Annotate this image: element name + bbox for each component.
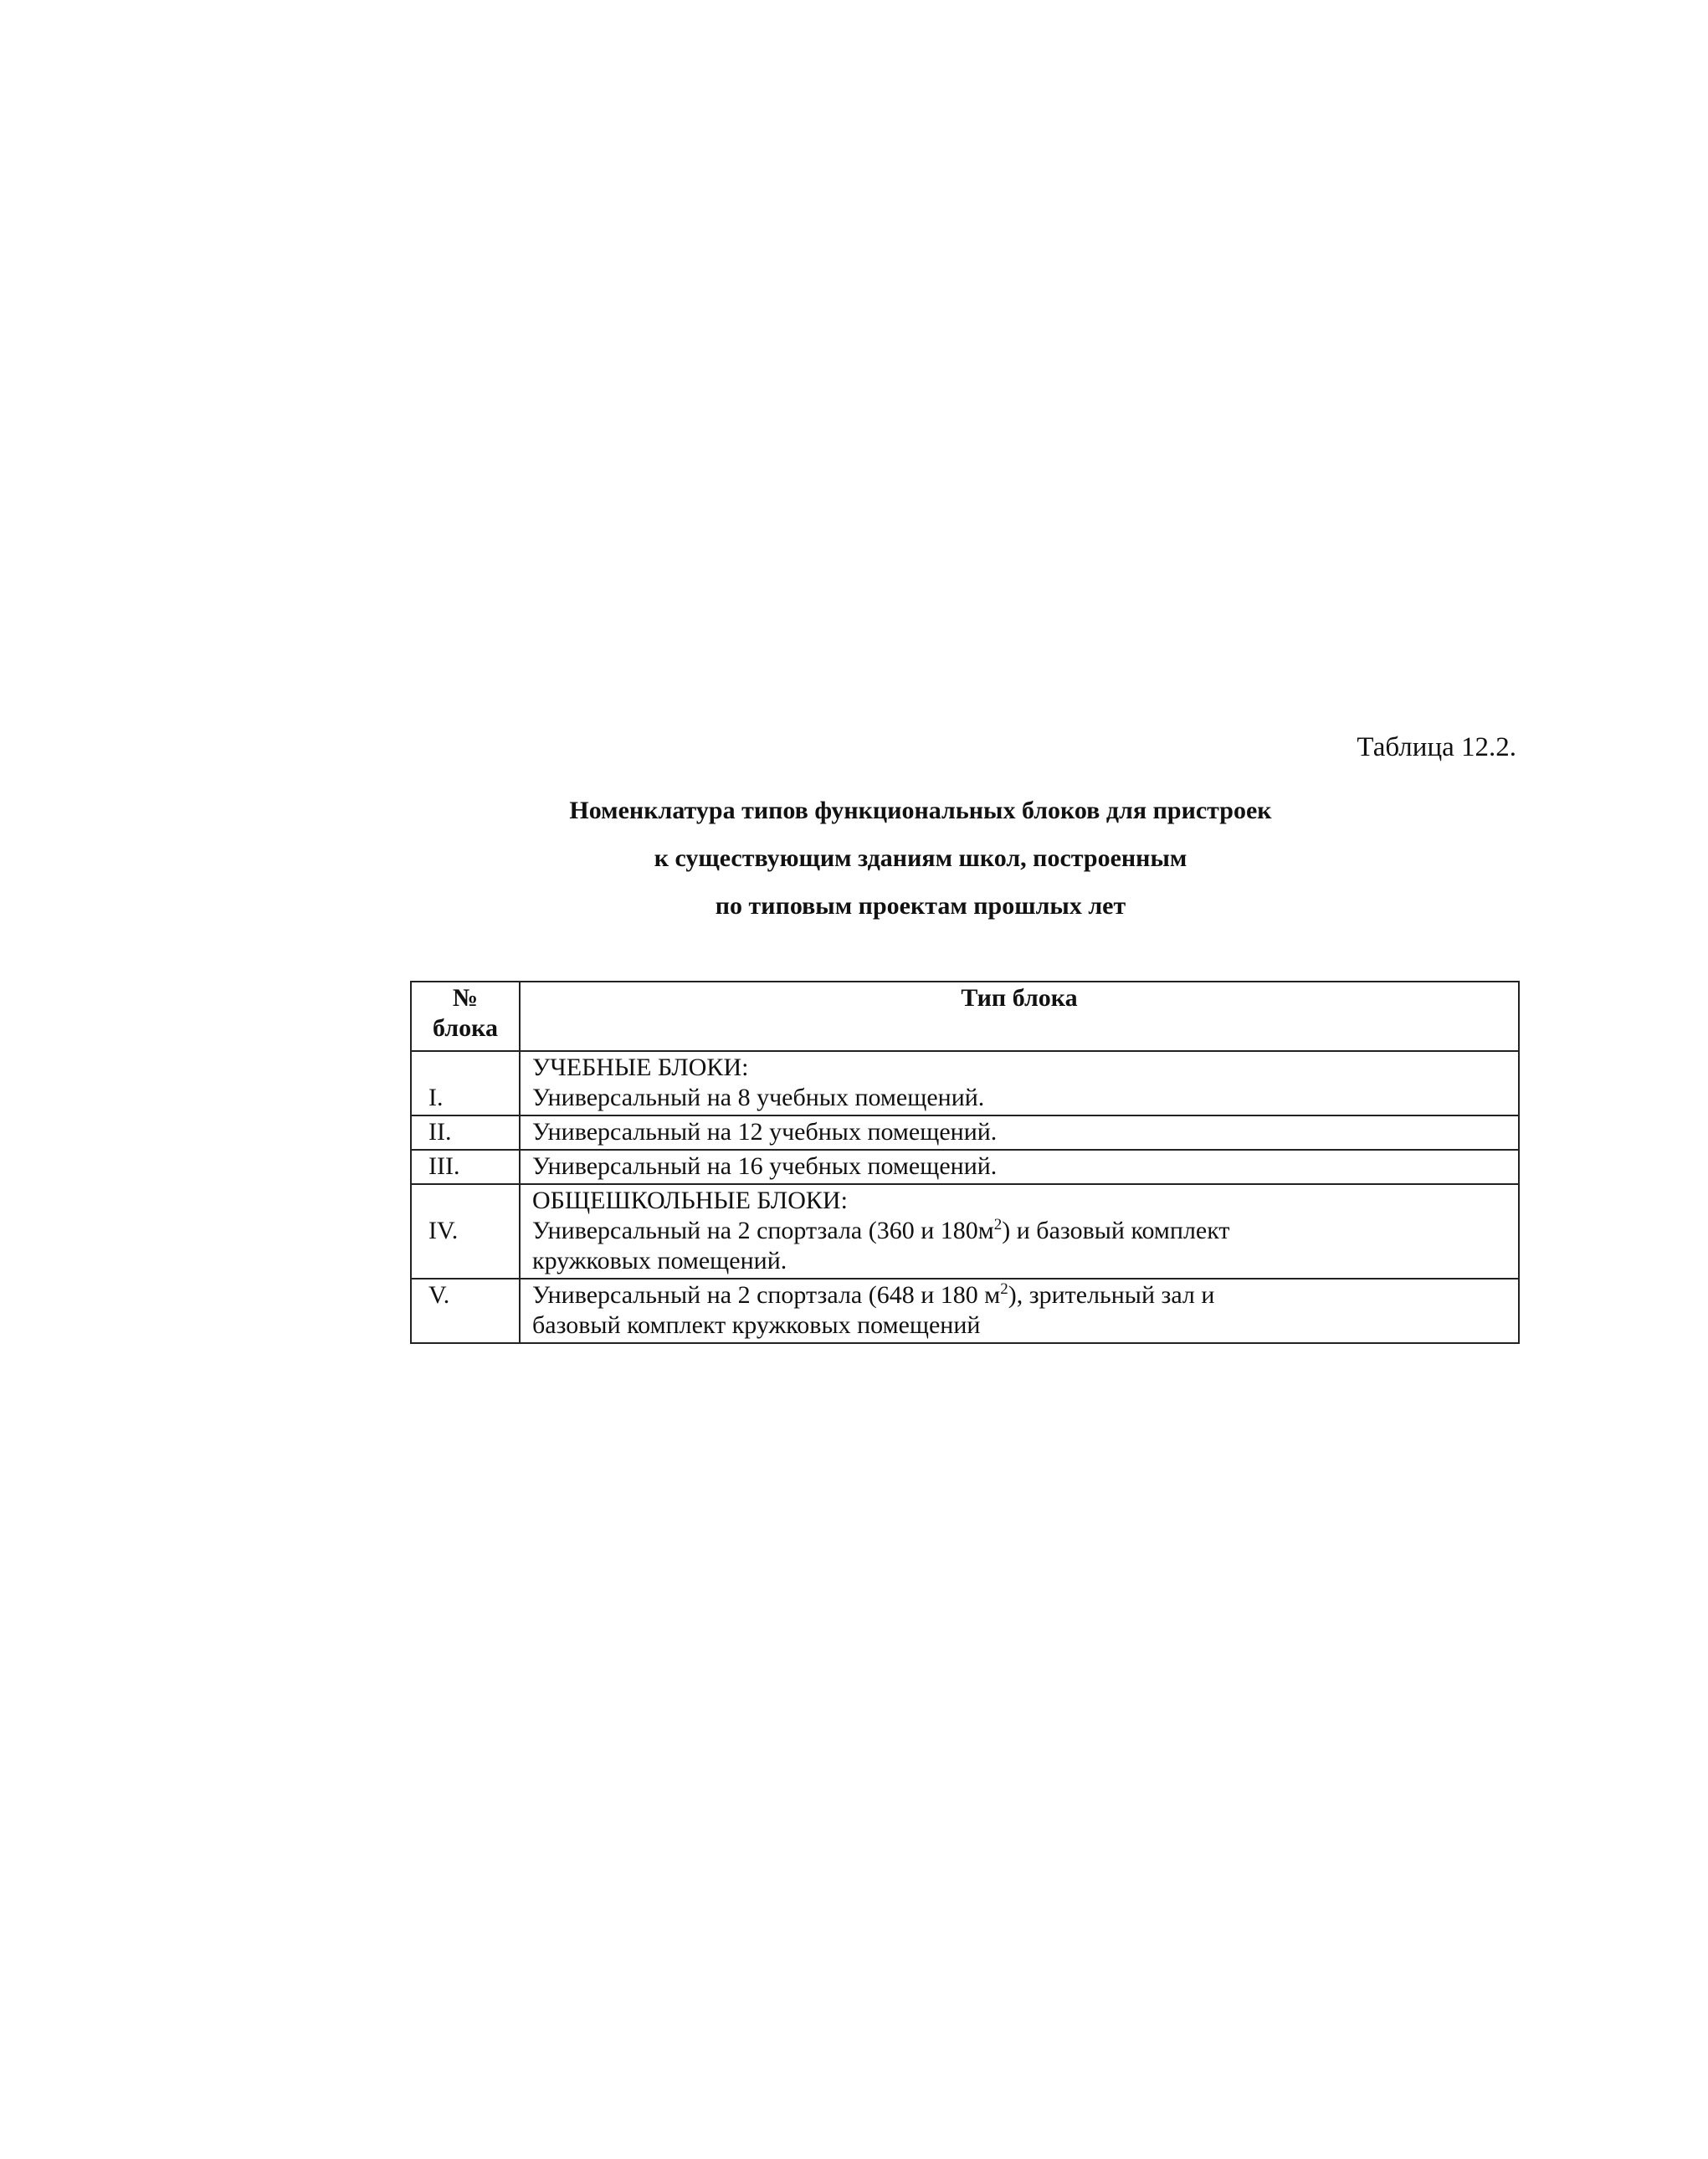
row-5-text-b: ), зрительный зал и: [1008, 1281, 1215, 1309]
row-2-description: Универсальный на 12 учебных помещений.: [532, 1118, 998, 1146]
table-header-row: [411, 982, 1519, 1051]
row-1-number: I.: [411, 1051, 520, 1115]
header-block-number: [411, 982, 520, 1051]
row-3-description: Универсальный на 16 учебных помещений.: [532, 1152, 998, 1180]
table-number-label: Таблица 12.2.: [1357, 732, 1516, 762]
row-1-description: Универсальный на 8 учебных помещений.: [532, 1084, 985, 1111]
section-heading-educational: УЧЕБНЫЕ БЛОКИ:: [532, 1054, 749, 1081]
block-types-table: [410, 981, 1520, 1344]
row-2-type: [520, 1115, 1519, 1150]
table-row: [411, 1051, 1519, 1115]
row-5-text-a: Универсальный на 2 спортзала (648 и 180 м: [532, 1281, 1001, 1309]
row-3-number: III.: [411, 1150, 520, 1184]
row-4-number: IV.: [411, 1184, 520, 1279]
table-title-line-3: по типовым проектам прошлых лет: [715, 892, 1126, 920]
row-2-number: II.: [411, 1115, 520, 1150]
table-title: [502, 787, 1339, 930]
row-5-number: V.: [411, 1279, 520, 1343]
row-5-type: [520, 1279, 1519, 1343]
row-5-superscript: 2: [1000, 1280, 1008, 1298]
row-4-type: [520, 1184, 1519, 1279]
table-row: [411, 1279, 1519, 1343]
row-4-text-b: ) и базовый комплект: [1002, 1217, 1230, 1244]
row-4-description-line-1: [532, 1216, 1506, 1246]
header-block-type: Тип блока: [520, 982, 1519, 1051]
row-1-type: [520, 1051, 1519, 1115]
table-row: [411, 1115, 1519, 1150]
row-5-description-line-1: [532, 1280, 1506, 1310]
section-heading-general: ОБЩЕШКОЛЬНЫЕ БЛОКИ:: [532, 1187, 848, 1214]
row-5-description-line-2: базовый комплект кружковых помещений: [532, 1311, 981, 1339]
row-4-text-a: Универсальный на 2 спортзала (360 и 180м: [532, 1217, 994, 1244]
table-title-line-2: к существующим зданиям школ, построенным: [654, 844, 1187, 872]
table-title-line-1: Номенклатура типов функциональных блоков для пристроек: [569, 797, 1272, 824]
header-number-sign: №: [452, 984, 479, 1012]
row-4-superscript: 2: [993, 1216, 1003, 1233]
row-3-type: [520, 1150, 1519, 1184]
table-row: [411, 1184, 1519, 1279]
header-number-word: блока: [433, 1014, 498, 1042]
row-4-description-line-2: кружковых помещений.: [532, 1247, 787, 1274]
table-row: [411, 1150, 1519, 1184]
